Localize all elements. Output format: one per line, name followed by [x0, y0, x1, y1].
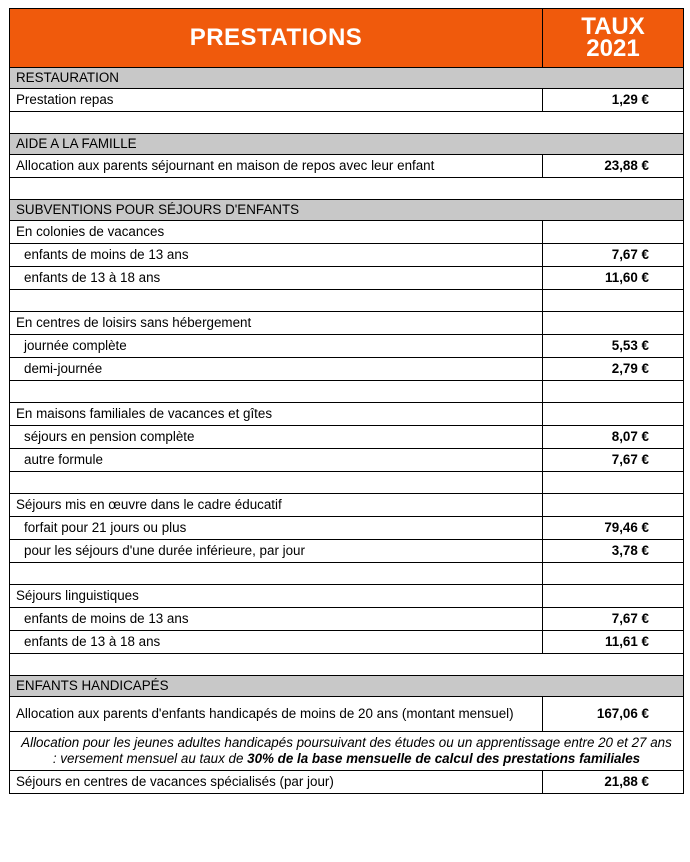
subsection-title: Séjours mis en œuvre dans le cadre éducatif [10, 494, 543, 517]
spacer-row [10, 472, 684, 494]
table-row [10, 155, 684, 178]
row-label: enfants de moins de 13 ans [10, 608, 543, 631]
row-label: séjours en pension complète [10, 426, 543, 449]
row-label: forfait pour 21 jours ou plus [10, 517, 543, 540]
row-value: 3,78 € [543, 540, 684, 563]
section-heading: RESTAURATION [10, 68, 684, 89]
prestations-table-container [9, 8, 683, 794]
table-row [10, 426, 684, 449]
row-label: enfants de moins de 13 ans [10, 244, 543, 267]
section-heading: SUBVENTIONS POUR SÉJOURS D'ENFANTS [10, 200, 684, 221]
header-title: PRESTATIONS [10, 9, 543, 68]
section-heading: ENFANTS HANDICAPÉS [10, 676, 684, 697]
header-rate-line2: 2021 [586, 35, 640, 62]
spacer-row [10, 563, 684, 585]
row-label: autre formule [10, 449, 543, 472]
row-value: 2,79 € [543, 358, 684, 381]
spacer-row [10, 178, 684, 200]
section-handicapes [10, 676, 684, 697]
row-label: enfants de 13 à 18 ans [10, 267, 543, 290]
table-row [10, 517, 684, 540]
table-row [10, 335, 684, 358]
table-row [10, 697, 684, 732]
table-row [10, 631, 684, 654]
row-label: Séjours en centres de vacances spécialisés (par jour) [10, 771, 543, 794]
table-row [10, 449, 684, 472]
section-restauration [10, 68, 684, 89]
spacer-row [10, 654, 684, 676]
subsection-title-row [10, 494, 684, 517]
row-value: 5,53 € [543, 335, 684, 358]
spacer-row [10, 112, 684, 134]
table-row [10, 358, 684, 381]
spacer-row [10, 290, 684, 312]
header-rate [543, 9, 684, 68]
row-label: enfants de 13 à 18 ans [10, 631, 543, 654]
row-label: pour les séjours d'une durée inférieure, par jour [10, 540, 543, 563]
row-value: 167,06 € [543, 697, 684, 732]
subsection-title-row [10, 585, 684, 608]
table-header-row [10, 9, 684, 68]
row-value: 11,60 € [543, 267, 684, 290]
section-sejours [10, 200, 684, 221]
row-value: 7,67 € [543, 244, 684, 267]
subsection-title-row [10, 221, 684, 244]
subsection-title-row [10, 312, 684, 335]
table-row [10, 771, 684, 794]
row-value: 8,07 € [543, 426, 684, 449]
row-label: demi-journée [10, 358, 543, 381]
subsection-title-row [10, 403, 684, 426]
row-value: 23,88 € [543, 155, 684, 178]
note-text: Allocation pour les jeunes adultes handicapés poursuivant des études ou un apprentissage entre 20 et 27 ans : versement mensuel au taux de [21, 735, 672, 766]
subsection-title: En centres de loisirs sans hébergement [10, 312, 543, 335]
header-rate-line1: TAUX [581, 13, 645, 40]
section-famille [10, 134, 684, 155]
section-heading: AIDE A LA FAMILLE [10, 134, 684, 155]
row-label: journée complète [10, 335, 543, 358]
row-value: 1,29 € [543, 89, 684, 112]
subsection-title: En maisons familiales de vacances et gîtes [10, 403, 543, 426]
row-label: Allocation aux parents séjournant en maison de repos avec leur enfant [10, 155, 543, 178]
row-label: Allocation aux parents d'enfants handicapés de moins de 20 ans (montant mensuel) [10, 697, 543, 732]
table-row [10, 267, 684, 290]
table-row [10, 540, 684, 563]
note-bold-text: 30% de la base mensuelle de calcul des prestations familiales [247, 751, 641, 766]
table-row [10, 244, 684, 267]
row-label: Prestation repas [10, 89, 543, 112]
prestations-table [9, 8, 684, 794]
row-value: 21,88 € [543, 771, 684, 794]
subsection-title: En colonies de vacances [10, 221, 543, 244]
row-value: 11,61 € [543, 631, 684, 654]
subsection-title: Séjours linguistiques [10, 585, 543, 608]
table-row [10, 89, 684, 112]
row-value: 7,67 € [543, 608, 684, 631]
note-row [10, 732, 684, 771]
table-row [10, 608, 684, 631]
row-value: 7,67 € [543, 449, 684, 472]
spacer-row [10, 381, 684, 403]
note-cell [10, 732, 684, 771]
row-value: 79,46 € [543, 517, 684, 540]
